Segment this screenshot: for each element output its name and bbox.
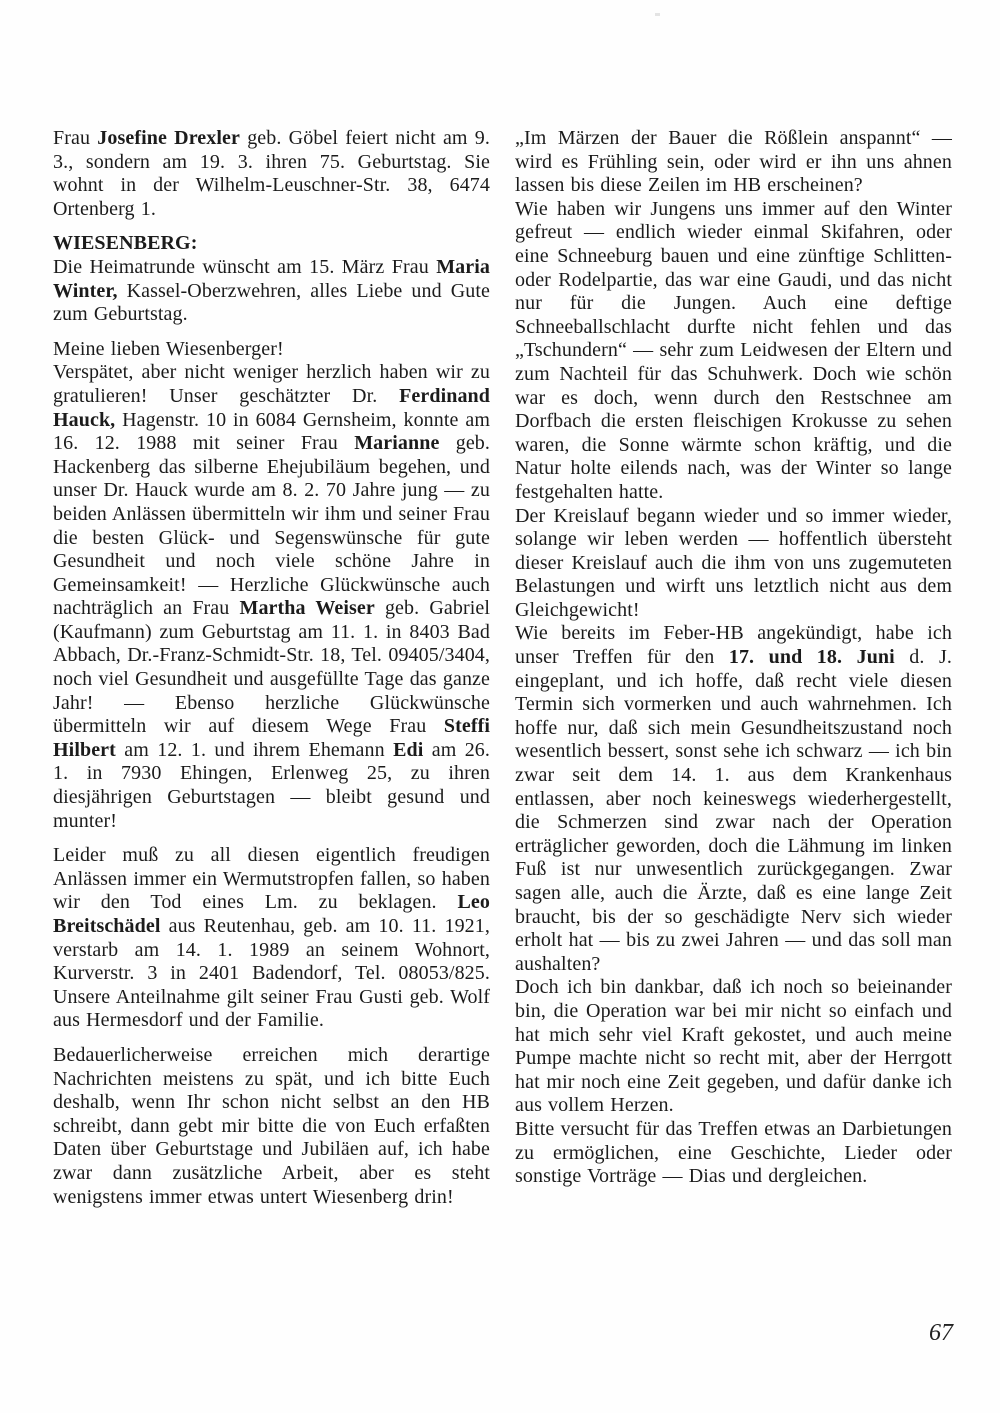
page-number: 67 (929, 1320, 953, 1346)
text-run: Bedauerlicherweise erreichen mich derartige Nachrichten meistens zu spät, und ich bitte Euch deshalb, wenn Ihr schon nicht selbst an den HB schreibt, dann gebt mir bitte die von Euch erfaßten Daten über Geburtstage und Jubiläen auf, ich habe zwar dann zusätzliche Arbeit, aber es steht wenigstens immer etwas untert Wiesenberg drin! (53, 1043, 490, 1208)
text-run: am 12. 1. und ihrem Ehemann (115, 738, 394, 761)
bold-text-run: Maria Winter, (53, 255, 490, 302)
paragraph (515, 622, 952, 976)
text-run: d. J. eingeplant, und ich hoffe, daß recht viele diesen Termin sich vormerken und auch wahrnehmen. Ich hoffe nur, daß sich mein Gesundheitszustand noch wesentlich bessert, sonst sehe ich schwarz — ich bin zwar seit dem 14. 1. aus dem Krankenhaus entlassen, aber noch keineswegs wiederhergestellt, die Schmerzen sind zwar nach der Operation erträglicher geworden, doch die Lähmung im linken Fuß ist nur unwesentlich zurückgegangen. Zwar sagen alle, auch die Ärzte, daß es eine lange Zeit braucht, bis der so geschädigte Nerv sich wieder erholt hat — bis zu zwei Jahren — und das soll man aushalten? (515, 646, 952, 975)
bold-text-run: Edi (393, 738, 424, 761)
text-run: Leider muß zu all diesen eigentlich freudigen Anlässen immer ein Wermutstropfen fallen, so haben wir den Tod eines Lm. zu beklagen. (53, 844, 490, 914)
paragraph (515, 976, 952, 1118)
paragraph (53, 338, 490, 362)
text-run: geb. Gabriel (Kaufmann) zum Geburtstag am 11. 1. in 8403 Bad Abbach, Dr.-Franz-Schmidt-Str. 18, Tel. 09405/3404, noch viel Gesundheit und ausgefüllte Tage das ganze Jahr! — Ebenso herzliche Glückwünsche übermitteln wir auf diesem Wege Frau (53, 597, 490, 738)
paragraph (515, 1118, 952, 1189)
text-run: Bitte versucht für das Treffen etwas an Darbietungen zu ermöglichen, eine Geschichte, Lieder oder sonstige Vorträge — Dias und dergleichen. (515, 1117, 952, 1188)
text-run: geb. Göbel feiert nicht am 9. 3., sondern am 19. 3. ihren 75. Geburtstag. Sie wohnt in der Wilhelm-Leuschner-Str. 38, 6474 Ortenberg 1. (53, 127, 490, 220)
text-run: Doch ich bin dankbar, daß ich noch so beieinander bin, die Operation war bei mir nicht so einfach und hat mich sehr viel Kraft gekostet, und auch meine Pumpe machte nicht so recht mit, aber der Herrgott hat mir noch eine Zeit gegeben, und dafür danke ich aus vollem Herzen. (515, 976, 952, 1117)
text-run: Verspätet, aber nicht weniger herzlich haben wir zu gratulieren! Unser geschätzter Dr. (53, 361, 490, 407)
text-run: Wie haben wir Jungens uns immer auf den Winter gefreut — endlich wieder einmal Skifahren, oder eine Schneeburg bauen und eine zünftige Schlitten- oder Rodelpartie, das war eine Gaudi, und das nicht nur für die Jungen. Auch eine deftige Schneeballschlacht durfte nicht fehlen und das „Tschundern“ — sehr zum Leidwesen der Eltern und zum Nachteil für das Schuhwerk. Doch wie schön war es doch, wenn durch den Restschnee am Dorfbach die ersten fleischigen Krokusse zu sehen waren, die Sonne wärmte schon kräftig, und die Natur holte eilends nach, was der Winter so lange festgehalten hatte. (515, 197, 952, 503)
bold-text-run: 17. und 18. Juni (728, 646, 895, 669)
bold-text-run: Martha Weiser (239, 597, 375, 620)
paragraph (53, 361, 490, 833)
paragraph (515, 198, 952, 505)
left-column (53, 127, 490, 1209)
text-run: Hagenstr. 10 in 6084 Gernsheim, konnte am 16. 12. 1988 mit seiner Frau (53, 408, 490, 455)
text-run: Wie bereits im Feber-HB angekündigt, habe ich unser Treffen für den (515, 622, 952, 669)
paragraph (53, 844, 490, 1033)
scan-artifact (655, 13, 660, 16)
paragraph (53, 256, 490, 327)
paragraph (515, 127, 952, 198)
bold-text-run: Steffi Hilbert (53, 715, 490, 761)
text-run: Der Kreislauf begann wieder und so immer wieder, solange wir leben werden — hoffentlich übersteht dieser Kreislauf auch die ihm von uns zugemuteten Belastungen und wirft uns letztlich nicht aus dem Gleichgewicht! (515, 504, 952, 621)
bold-text-run: Ferdinand Hauck, (53, 384, 490, 431)
text-run: geb. Hackenberg das silberne Ehejubiläum begehen, und unser Dr. Hauck wurde am 8. 2. 70 Jahre jung — zu beiden Anlässen übermitteln wir ihm und seiner Frau die besten Glück- und Segenswünsche für gute Gesundheit und noch viele schöne Jahre in Gemeinsamkeit! — Herzliche Glückwünsche auch nachträglich an Frau (53, 432, 491, 620)
text-run: Kassel-Oberzwehren, alles Liebe und Gute zum Geburtstag. (53, 279, 490, 326)
text-run: „Im Märzen der Bauer die Rößlein anspannt“ — wird es Frühling sein, oder wird er ihn uns ahnen lassen bis diese Zeilen im HB erscheinen? (515, 127, 952, 197)
paragraph (53, 127, 490, 221)
text-run: aus Reutenhau, geb. am 10. 11. 1921, verstarb am 14. 1. 1989 an seinem Wohnort, Kurverstr. 3 in 2401 Badendorf, Tel. 08053/825. Unsere Anteilnahme gilt seiner Frau Gusti geb. Wolf aus Hermesdorf und der Familie. (53, 915, 490, 1032)
bold-text-run: Josefine Drexler (97, 127, 240, 149)
section-heading (53, 232, 490, 256)
two-column-text-area (53, 127, 952, 1209)
text-run: am 26. 1. in 7930 Ehingen, Erlenweg 25, zu ihren diesjährigen Geburtstagen — bleibt gesund und munter! (53, 738, 490, 832)
paragraph (515, 505, 952, 623)
bold-text-run: WIESENBERG: (53, 232, 198, 255)
bold-text-run: Leo Breitschädel (53, 891, 490, 937)
text-run: Die Heimatrunde wünscht am 15. März Frau (53, 255, 437, 278)
text-run: Frau (53, 127, 98, 149)
bold-text-run: Marianne (354, 432, 440, 455)
paragraph (53, 1044, 490, 1209)
text-run: Meine lieben Wiesenberger! (53, 337, 284, 360)
right-column (515, 127, 952, 1209)
